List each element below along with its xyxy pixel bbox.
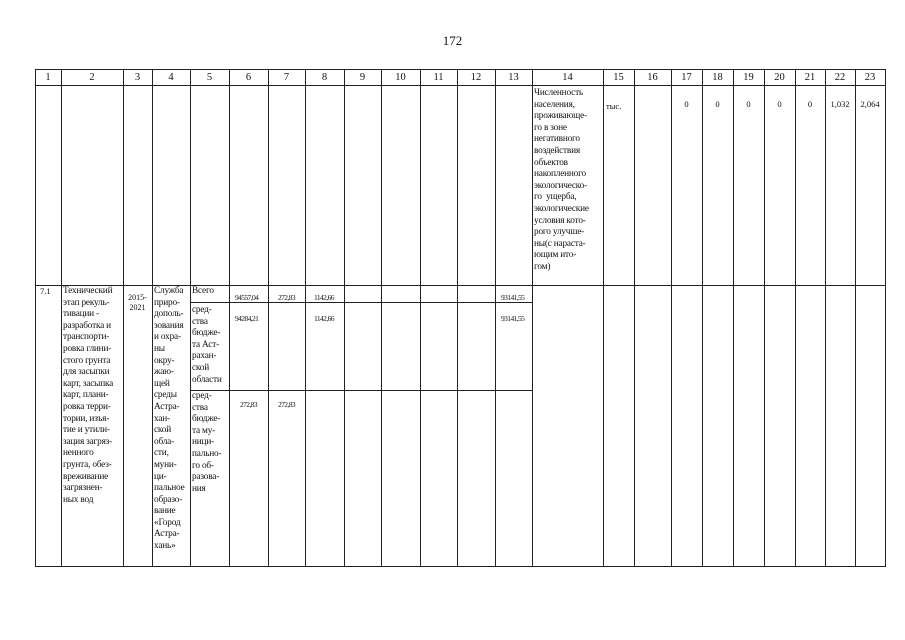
col-rule <box>457 69 458 567</box>
regional-col13: 93141,55 <box>501 314 525 323</box>
column-header: 16 <box>647 72 658 83</box>
header-bottom-rule <box>35 85 885 86</box>
col-rule <box>702 69 703 567</box>
col-rule <box>885 69 886 567</box>
col-rule <box>764 69 765 567</box>
row-period: 2015- 2021 <box>128 293 147 312</box>
indicator-unit: тыс. <box>606 101 622 111</box>
page-number: 172 <box>442 33 463 48</box>
regional-col6: 94284,21 <box>235 314 259 323</box>
row-executor: Служба приро- дополь- зования и охра- ны окру- жаю- щей среды Астра- хан- ской обла- сти, муни- ци- пальное образо- вание «Город Астра- хань» <box>154 286 185 552</box>
column-header: 2 <box>89 72 95 83</box>
column-header: 19 <box>743 72 754 83</box>
column-header: 7 <box>283 72 290 83</box>
row-number: 7.1 <box>40 286 51 296</box>
col-rule <box>795 69 796 567</box>
row-title: Технический этап рекуль- тивации - разработка и транспорти- ровка глини- стого грунта для засыпки карт, засыпка карт, плани- ровка терри- тории, изъя- тие и утили- зация загряз- ненного грунта, обез- вреживание загрязнен- ных вод <box>63 286 114 505</box>
indicator-value-col23: 2,064 <box>860 99 880 109</box>
col-rule <box>532 69 533 567</box>
col-rule <box>229 69 230 567</box>
sub-row-rule-2 <box>190 390 532 391</box>
column-header: 13 <box>508 72 519 83</box>
column-header: 5 <box>206 72 213 83</box>
indicator-value-col17: 0 <box>684 99 689 109</box>
column-header: 1 <box>45 72 51 83</box>
indicator-value-col19: 0 <box>746 99 751 109</box>
source-total-label: Всего <box>192 286 214 296</box>
source-municipal-label: сред- ства бюдже- та му- ници- пально- го об- разова- ния <box>192 391 222 494</box>
col-rule <box>825 69 826 567</box>
column-header: 15 <box>613 72 624 83</box>
col-rule <box>152 69 153 567</box>
indicator-value-col20: 0 <box>777 99 782 109</box>
col-rule <box>190 69 191 567</box>
col-rule <box>420 69 421 567</box>
col-rule <box>855 69 856 567</box>
column-header: 4 <box>168 72 174 83</box>
sub-row-rule-1 <box>190 302 532 303</box>
source-regional-label: сред- ства бюдже- та Аст- рахан- ской области <box>192 305 222 385</box>
indicator-value-col18: 0 <box>715 99 720 109</box>
total-col6: 94557,04 <box>235 293 259 302</box>
column-header: 6 <box>245 72 252 83</box>
column-header: 12 <box>470 72 482 83</box>
indicator-value-col22: 1,032 <box>830 99 850 109</box>
column-header: 10 <box>395 72 406 83</box>
column-header: 21 <box>804 72 816 83</box>
column-header: 20 <box>774 72 785 83</box>
column-header: 17 <box>681 72 692 83</box>
regional-col8: 1142,66 <box>314 314 334 323</box>
column-header: 9 <box>359 72 366 83</box>
col-rule <box>123 69 124 567</box>
column-header: 8 <box>321 72 328 83</box>
col-rule <box>634 69 635 567</box>
column-header: 14 <box>562 72 573 83</box>
column-header: 22 <box>834 72 846 83</box>
column-header: 11 <box>433 72 444 83</box>
col-rule <box>344 69 345 567</box>
col-rule <box>495 69 496 567</box>
col-rule <box>381 69 382 567</box>
col-rule <box>733 69 734 567</box>
col-rule <box>305 69 306 567</box>
col-rule <box>603 69 604 567</box>
table-top-rule <box>35 69 885 70</box>
total-col13: 93141,55 <box>501 293 525 302</box>
col-rule <box>268 69 269 567</box>
col-rule <box>61 69 62 567</box>
total-col8: 1142,66 <box>314 293 334 302</box>
municipal-col6: 272,83 <box>240 400 258 409</box>
col-rule <box>35 69 36 567</box>
indicator-value-col21: 0 <box>807 99 813 109</box>
indicator-name: Численность населения, проживающе- го в зоне негативного воздействия объектов накопленного экологическо- го ущерба, экологические условия кото- рого улучше- ны(с нараста- ющим ито- гом) <box>534 88 589 272</box>
column-header: 18 <box>712 72 723 83</box>
column-header: 3 <box>134 72 141 83</box>
total-col7: 272,83 <box>278 293 296 302</box>
table-bottom-rule <box>35 566 885 567</box>
column-header: 23 <box>864 72 876 83</box>
municipal-col7: 272,83 <box>278 400 296 409</box>
col-rule <box>671 69 672 567</box>
